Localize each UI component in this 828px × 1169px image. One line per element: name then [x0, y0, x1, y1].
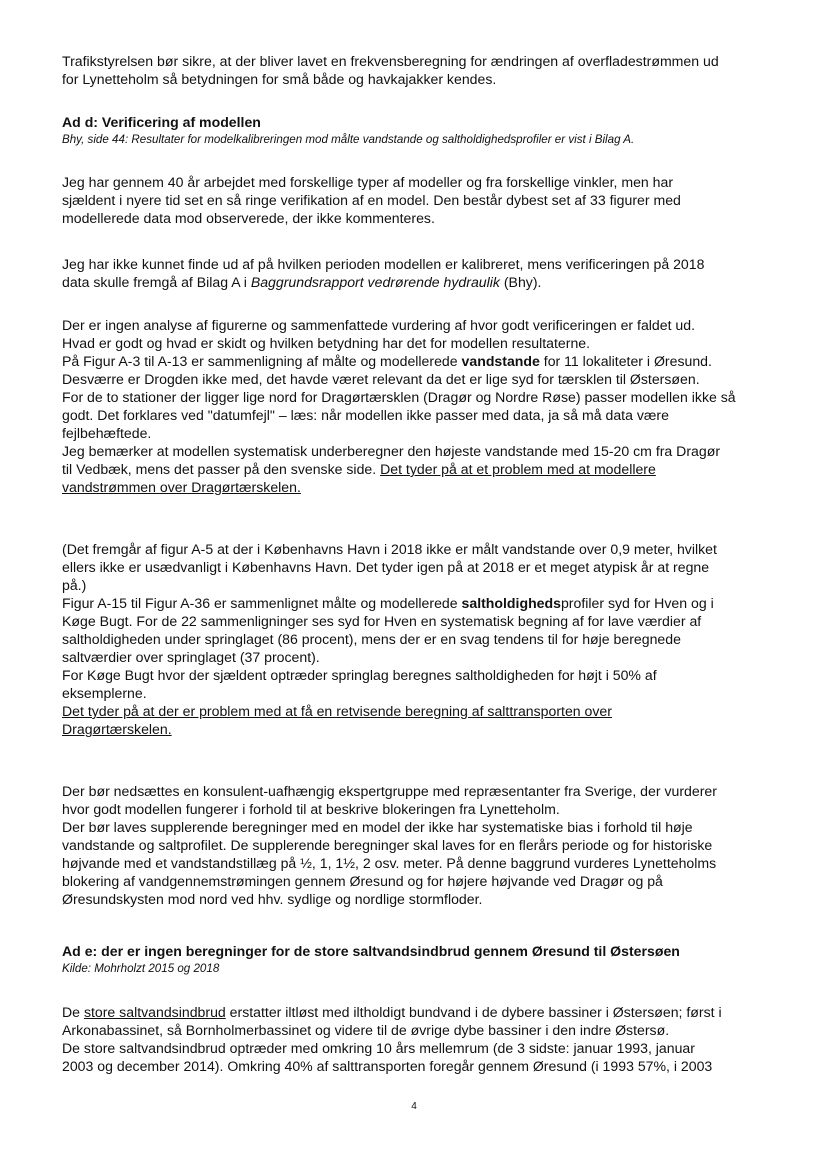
text-line: godt. Det forklares ved "datumfejl" – læs: når modellen ikke passer med data, ja så må data være	[62, 407, 669, 423]
text-line: for Lynetteholm så betydningen for små både og havkajakker kendes.	[62, 71, 497, 87]
text-line: 2003 og december 2014). Omkring 40% af salttransporten foregår gennem Øresund (i 1993 57%, i 2003	[62, 1058, 713, 1074]
text-line: Der er ingen analyse af figurerne og sammenfattede vurdering af hvor godt verificeringen er faldet ud.	[62, 317, 696, 333]
text-line: Jeg har ikke kunnet finde ud af på hvilken perioden modellen er kalibreret, mens verificeringen på 2018	[62, 256, 705, 272]
paragraph-saltwater-inflows	[62, 1003, 780, 1075]
text-line: For Køge Bugt hvor der sjældent optræder springlag beregnes saltholdigheden for højt i 50% af	[62, 667, 657, 683]
text-line: saltholdigheden under springlaget (86 procent), mens der er en svag tendens til for høje beregnede	[62, 631, 681, 647]
text-line: Der bør laves supplerende beregninger med en model der ikke har systematiske bias i forhold til høje	[62, 819, 693, 835]
text-line: For de to stationer der ligger lige nord for Dragørtærsklen (Dragør og Nordre Røse) passer modellen ikke så	[62, 389, 736, 405]
section-d-title: Ad d: Verificering af modellen	[62, 114, 261, 130]
text-line: Desværre er Drogden ikke med, det havde været relevant da det er lige syd for tærsklen til Østersøen.	[62, 371, 700, 387]
paragraph-calibration-period	[62, 255, 780, 291]
text-line: eksemplerne.	[62, 685, 147, 701]
text-line: Øresundskysten mod nord ved hhv. sydlige og nordlige stormfloder.	[62, 891, 483, 907]
underlined-conclusion: vandstrømmen over Dragørtærskelen.	[62, 479, 301, 495]
report-title-italic: Baggrundsrapport vedrørende hydraulik	[250, 274, 500, 290]
text-span: (Bhy).	[499, 274, 542, 290]
text-line: Der bør nedsættes en konsulent-uafhængig ekspertgruppe med repræsentanter fra Sverige, der vurderer	[62, 783, 717, 799]
text-line	[62, 273, 780, 291]
paragraph-salinity-verification	[62, 540, 780, 738]
text-line: Jeg bemærker at modellen systematisk underberegner den højeste vandstande med 15-20 cm fra Dragør	[62, 443, 721, 459]
text-span: De	[62, 1004, 84, 1020]
text-span: profiler syd for Hven og i	[560, 595, 714, 611]
section-e-header	[62, 942, 780, 978]
text-line: modellerede data mod observerede, der ikke kommenteres.	[62, 210, 435, 226]
bold-term-saltholdigheds: saltholdigheds	[461, 595, 561, 611]
text-line: vandstande og saltprofilet. De supplerende beregninger skal laves for en flerårs periode og for historiske	[62, 837, 713, 853]
text-span: erstatter iltløst med iltholdigt bundvand i de dybere bassiner i Østersøen; først i	[225, 1004, 722, 1020]
underlined-conclusion: Det tyder på at der er problem med at få en retvisende beregning af salttransporten over	[62, 703, 612, 719]
text-line: saltværdier over springlaget (37 procent).	[62, 649, 320, 665]
text-span: data skulle fremgå af Bilag A i	[62, 274, 251, 290]
text-line	[62, 460, 780, 478]
text-line: sjældent i nyere tid set en så ringe verifikation af en model. Den består dybest set af 33 figurer med	[62, 192, 681, 208]
text-line: Arkonabassinet, så Bornholmerbassinet og videre til de øvrige dybe bassiner i den indre Østersø.	[62, 1022, 670, 1038]
section-e-title: Ad e: der er ingen beregninger for de store saltvandsindbrud gennem Øresund til Østersøen	[62, 943, 680, 959]
text-line: ellers ikke er usædvanligt i Københavns Havn. Det tyder igen på at 2018 er et meget atypisk år at regne	[62, 559, 710, 575]
text-line	[62, 594, 780, 612]
text-line: Trafikstyrelsen bør sikre, at der bliver lavet en frekvensberegning for ændringen af overfladestrømmen ud	[62, 53, 719, 69]
paragraph-recommendations	[62, 782, 780, 908]
text-line: hvor godt modellen fungerer i forhold til at beskrive blokeringen fra Lynetteholm.	[62, 801, 560, 817]
text-line	[62, 1003, 780, 1021]
section-d-header	[62, 113, 780, 149]
text-line: fejlbehæftede.	[62, 425, 152, 441]
underlined-conclusion: Det tyder på at et problem med at modellere	[380, 461, 656, 477]
text-span: På Figur A-3 til A-13 er sammenligning af målte og modellerede	[62, 353, 462, 369]
text-line: Hvad er godt og hvad er skidt og hvilken betydning har det for modellen resultaterne.	[62, 335, 591, 351]
text-line: blokering af vandgennemstrømingen gennem Øresund og for højere højvande ved Dragør og på	[62, 873, 663, 889]
text-line: De store saltvandsindbrud optræder med omkring 10 års mellemrum (de 3 sidste: januar 1993, januar	[62, 1040, 695, 1056]
page-number: 4	[411, 1101, 417, 1112]
text-line: Jeg har gennem 40 år arbejdet med forskellige typer af modeller og fra forskellige vinkler, men har	[62, 174, 674, 190]
text-line: (Det fremgår af figur A-5 at der i Københavns Havn i 2018 ikke er målt vandstande over 0,9 meter, hvilket	[62, 541, 717, 557]
paragraph-water-level-verification	[62, 316, 780, 496]
text-line	[62, 352, 780, 370]
text-line: højvande med et vandstandstillæg på ½, 1, 1½, 2 osv. meter. På denne baggrund vurderes Lynetteholms	[62, 855, 717, 871]
text-line: Køge Bugt. For de 22 sammenligninger ses syd for Hven en systematisk begning af for lave værdier af	[62, 613, 702, 629]
paragraph-frequency-calculation	[62, 52, 780, 88]
underlined-conclusion: Dragørtærskelen.	[62, 721, 172, 737]
underlined-term: store saltvandsindbrud	[83, 1004, 226, 1020]
text-span: Figur A-15 til Figur A-36 er sammenlignet målte og modellerede	[62, 595, 462, 611]
paragraph-model-experience	[62, 173, 780, 227]
section-e-source: Kilde: Mohrholzt 2015 og 2018	[62, 962, 220, 975]
text-line: på.)	[62, 577, 87, 593]
bold-term-vandstande: vandstande	[461, 353, 540, 369]
text-span: for 11 lokaliteter i Øresund.	[539, 353, 712, 369]
section-d-source: Bhy, side 44: Resultater for modelkalibreringen mod målte vandstande og saltholdighedsprofiler er vist i Bilag A.	[62, 133, 635, 146]
text-span: til Vedbæk, mens det passer på den svenske side.	[62, 461, 381, 477]
